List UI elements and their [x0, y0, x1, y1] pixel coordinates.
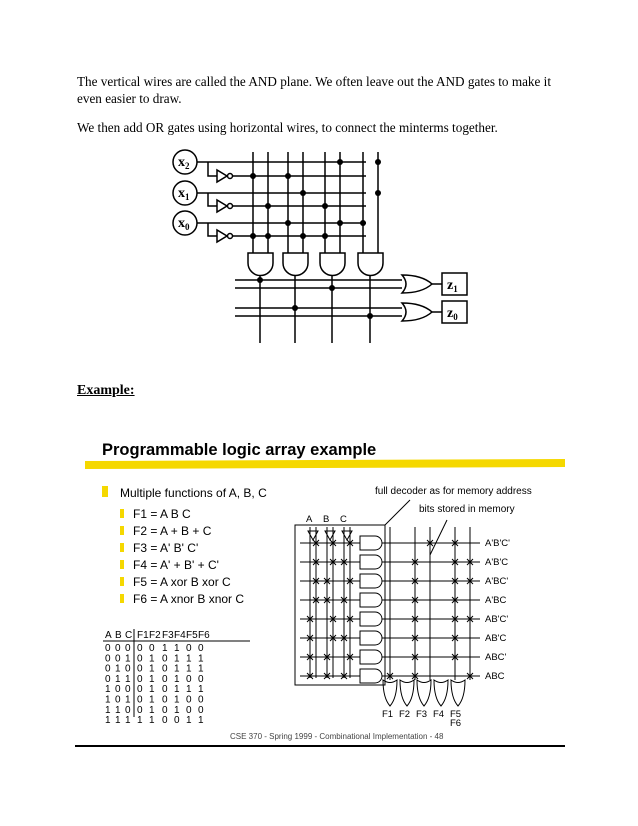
table-cell: 0 [162, 704, 168, 716]
table-cell: 0 [125, 684, 131, 696]
note-bits: bits stored in memory [419, 504, 515, 515]
pla-or-gate [451, 680, 465, 706]
pla-and-gate [360, 536, 382, 550]
and-gate-2 [283, 253, 308, 276]
table-cell: 1 [186, 663, 192, 675]
table-cell: 1 [115, 663, 121, 675]
table-cell: 0 [198, 694, 204, 706]
table-cell: 1 [105, 694, 111, 706]
sub-bullet-icon [120, 543, 124, 552]
table-cell: 0 [186, 704, 192, 716]
table-cell: 0 [198, 643, 204, 654]
table-cell: 1 [149, 694, 155, 706]
table-cell: 1 [105, 704, 111, 716]
bits-pointer [430, 520, 447, 555]
table-cell: 0 [137, 673, 143, 685]
table-cell: 0 [137, 684, 143, 696]
pla-output-label: F5 [450, 709, 462, 720]
function-item: F3 = A' B' C' [133, 541, 199, 555]
table-cell: 1 [162, 643, 168, 654]
table-cell: 1 [105, 684, 111, 696]
pla-output-label: F2 [399, 709, 411, 720]
minterm-label: A'BC' [485, 576, 509, 587]
input-x2-label: $x_2$ [178, 155, 190, 171]
pla-output-label: F4 [433, 709, 445, 720]
function-item: F5 = A xor B xor C [133, 575, 231, 589]
table-cell: 1 [149, 673, 155, 685]
table-header-cell: F5 [186, 630, 198, 641]
table-cell: 1 [105, 715, 111, 727]
pla-example-slide [85, 430, 565, 750]
table-cell: 0 [115, 653, 121, 665]
table-cell: 1 [186, 653, 192, 665]
table-cell: 1 [115, 673, 121, 685]
table-cell: 0 [162, 653, 168, 665]
table-cell: 1 [198, 715, 204, 727]
table-cell: 0 [105, 673, 111, 685]
output-z1-label: $z_1$ [447, 278, 458, 294]
table-header-cell: F4 [174, 630, 186, 641]
table-cell: 0 [162, 684, 168, 696]
table-cell: 0 [125, 704, 131, 716]
table-cell: 0 [162, 694, 168, 706]
table-cell: 0 [137, 704, 143, 716]
pla-input-label: B [323, 514, 330, 525]
sub-bullet-icon [120, 526, 124, 535]
table-cell: 0 [186, 673, 192, 685]
and-gate-4 [358, 253, 383, 275]
table-cell: 0 [125, 663, 131, 675]
sub-bullet-icon [120, 560, 124, 569]
table-cell: 0 [174, 715, 180, 727]
input-x0-label: $x_0$ [178, 216, 190, 232]
table-cell: 0 [162, 715, 168, 727]
pla-and-gate [360, 555, 382, 569]
table-cell: 1 [115, 704, 121, 716]
table-cell: 1 [174, 663, 180, 675]
and-or-plane-diagram [170, 148, 490, 358]
table-header-cell: F6 [198, 630, 210, 641]
function-item: F4 = A' + B' + C' [133, 558, 219, 572]
pla-and-gate [360, 650, 382, 664]
table-cell: 1 [149, 663, 155, 675]
table-cell: 0 [137, 663, 143, 675]
table-cell: 1 [125, 715, 131, 727]
table-header-cell: F1 [137, 630, 149, 641]
minterm-label: A'B'C' [485, 538, 510, 549]
table-cell: 0 [162, 663, 168, 675]
table-cell: 1 [174, 704, 180, 716]
table-cell: 0 [115, 643, 121, 654]
table-cell: 0 [149, 643, 155, 654]
pla-input-label: C [340, 514, 347, 525]
pla-and-gate [360, 612, 382, 626]
table-cell: 1 [174, 673, 180, 685]
table-header-cell: B [115, 630, 122, 641]
pla-output-label: F6 [450, 718, 462, 729]
minterm-label: AB'C [485, 633, 507, 644]
function-item: F2 = A + B + C [133, 524, 212, 538]
table-cell: 1 [186, 684, 192, 696]
table-cell: 0 [137, 694, 143, 706]
table-cell: 0 [115, 694, 121, 706]
or-gate-2 [402, 303, 432, 321]
function-item: F1 = A B C [133, 507, 191, 521]
table-cell: 1 [149, 684, 155, 696]
table-cell: 1 [125, 694, 131, 706]
pla-and-gate [360, 631, 382, 645]
pla-output-label: F3 [416, 709, 428, 720]
input-x1-label: $x_1$ [178, 186, 190, 202]
sub-bullet-icon [120, 509, 124, 518]
function-item: F6 = A xnor B xnor C [133, 592, 245, 606]
pla-output-label: F1 [382, 709, 394, 720]
sub-bullet-icon [120, 577, 124, 586]
table-cell: 1 [115, 715, 121, 727]
table-cell: 1 [174, 684, 180, 696]
pla-or-gate [400, 680, 414, 706]
table-cell: 1 [149, 653, 155, 665]
title-underline [85, 459, 565, 469]
table-cell: 0 [186, 643, 192, 654]
sub-bullet-icon [120, 594, 124, 603]
table-cell: 1 [174, 694, 180, 706]
pla-and-gate [360, 669, 382, 683]
note-decoder: full decoder as for memory address [375, 486, 532, 497]
bullet-title: Multiple functions of A, B, C [120, 486, 267, 500]
paragraph-and-plane: The vertical wires are called the AND plane. We often leave out the AND gates to make it even easier to draw. [77, 74, 552, 106]
minterm-label: ABC' [485, 652, 507, 663]
footer-rule [75, 745, 565, 747]
decoder-pointer [385, 500, 410, 525]
slide-title: Programmable logic array example [102, 441, 377, 459]
table-cell: 0 [198, 704, 204, 716]
table-cell: 0 [198, 673, 204, 685]
table-cell: 1 [174, 653, 180, 665]
and-gate-3 [320, 253, 345, 276]
table-cell: 0 [105, 653, 111, 665]
table-cell: 0 [186, 694, 192, 706]
slide-footer: CSE 370 - Spring 1999 - Combinational Implementation - 48 [230, 732, 444, 741]
minterm-label: A'BC [485, 595, 507, 606]
main-bullet-icon [102, 486, 108, 497]
table-cell: 1 [149, 704, 155, 716]
pla-and-gate [360, 574, 382, 588]
minterm-label: A'B'C [485, 557, 509, 568]
output-z0-label: $z_0$ [447, 306, 458, 322]
table-cell: 0 [125, 643, 131, 654]
table-cell: 0 [105, 663, 111, 675]
pla-or-gate [417, 680, 431, 706]
table-cell: 1 [186, 715, 192, 727]
pla-or-gate [434, 680, 448, 706]
decoder-box [295, 525, 385, 685]
example-heading: Example: [77, 383, 135, 398]
minterm-label: AB'C' [485, 614, 509, 625]
table-cell: 1 [125, 653, 131, 665]
table-header-cell: C [125, 630, 133, 641]
table-cell: 1 [174, 643, 180, 654]
table-header-cell: F3 [162, 630, 174, 641]
table-cell: 1 [198, 684, 204, 696]
table-header-cell: F2 [149, 630, 161, 641]
paragraph-or-gates: We then add OR gates using horizontal wires, to connect the minterms together. [77, 120, 498, 135]
table-cell: 0 [137, 643, 143, 654]
minterm-label: ABC [485, 671, 505, 682]
pla-input-label: A [306, 514, 313, 525]
table-header-cell: A [105, 630, 112, 641]
table-cell: 1 [198, 663, 204, 675]
pla-and-gate [360, 593, 382, 607]
table-cell: 0 [115, 684, 121, 696]
table-cell: 1 [137, 715, 143, 727]
table-cell: 1 [149, 715, 155, 727]
table-cell: 1 [125, 673, 131, 685]
table-cell: 1 [198, 653, 204, 665]
and-gate-1 [248, 253, 273, 276]
table-cell: 0 [137, 653, 143, 665]
table-cell: 0 [162, 673, 168, 685]
or-gate-1 [402, 275, 432, 293]
table-cell: 0 [105, 643, 111, 654]
